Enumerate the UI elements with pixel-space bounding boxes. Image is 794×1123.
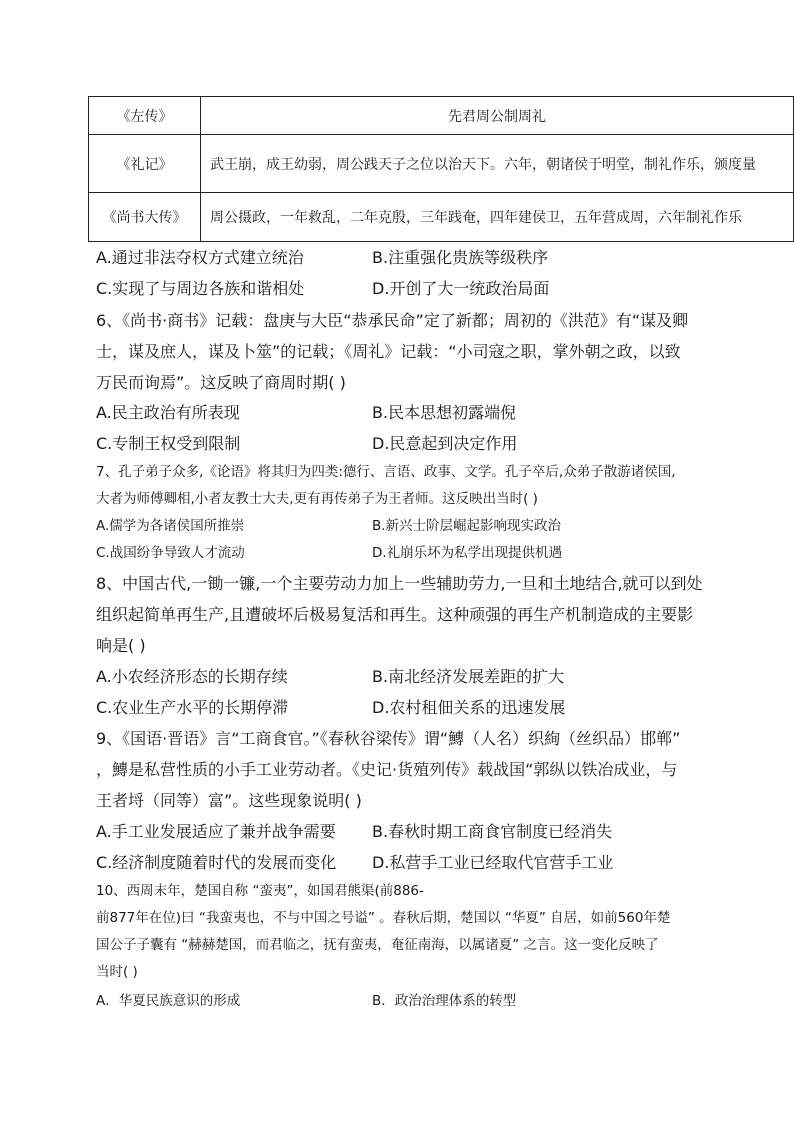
table-row <box>89 135 794 193</box>
question-9-stem <box>96 723 706 816</box>
stem-line: 当时( ) <box>96 964 138 980</box>
stem-line: 王者埒（同等）富”。这些现象说明( ) <box>96 791 362 810</box>
q10-option-b[interactable]: B．政治治理体系的转型 <box>372 993 517 1009</box>
q5-option-d[interactable]: D.开创了大一统政治局面 <box>372 279 550 298</box>
quote-cell: 武王崩，成王幼弱，周公践天子之位以治天下。六年，朝诸侯于明堂，制礼作乐，颁度量 <box>201 135 794 193</box>
q5-options-row-2 <box>96 273 706 304</box>
q6-option-a[interactable]: A.民主政治有所表现 <box>96 403 240 422</box>
q10-option-a[interactable]: A．华夏民族意识的形成 <box>96 993 241 1009</box>
stem-line: 前877年在位)曰 “我蛮夷也，不与中国之号谥” 。春秋后期，楚国以 “华夏” 自居，如前560年楚 <box>96 910 671 926</box>
q5-option-b[interactable]: B.注重强化贵族等级秩序 <box>372 248 549 267</box>
q6-options-row-2 <box>96 428 706 459</box>
q8-options-row-2 <box>96 692 706 723</box>
q9-option-a[interactable]: A.手工业发展适应了兼并战争需要 <box>96 822 336 841</box>
q5-option-a[interactable]: A.通过非法夺权方式建立统治 <box>96 248 304 267</box>
q6-option-b[interactable]: B.民本思想初露端倪 <box>372 403 517 422</box>
q9-option-c[interactable]: C.经济制度随着时代的发展而变化 <box>96 853 337 872</box>
table-row <box>89 97 794 135</box>
stem-line: ，鱄是私营性质的小手工业劳动者。《史记·货殖列传》载战国“郭纵以铁冶成业，与 <box>96 760 678 779</box>
source-table <box>88 96 794 242</box>
stem-line: 响是( ) <box>96 636 146 655</box>
q5-option-c[interactable]: C.实现了与周边各族和谐相处 <box>96 279 305 298</box>
q9-options-row-1 <box>96 816 706 847</box>
q8-option-c[interactable]: C.农业生产水平的长期停滞 <box>96 698 289 717</box>
q7-option-c[interactable]: C.战国纷争导致人才流动 <box>96 545 245 561</box>
stem-line: 10、西周末年，楚国自称 “蛮夷”，如国君熊渠(前886- <box>96 883 424 899</box>
q6-options-row-1 <box>96 397 706 428</box>
quote-cell: 先君周公制周礼 <box>201 97 794 135</box>
source-cell: 《尚书大传》 <box>89 193 201 242</box>
question-6-stem <box>96 305 706 398</box>
source-cell: 《礼记》 <box>89 135 201 193</box>
stem-line: 7、孔子弟子众多,《论语》将其归为四类:德行、言语、政事、文学。孔子卒后,众弟子散游诸侯国, <box>96 464 676 480</box>
question-10-stem <box>96 878 706 986</box>
table-row <box>89 193 794 242</box>
q7-option-d[interactable]: D.礼崩乐坏为私学出现提供机遇 <box>372 545 563 561</box>
q7-options-row-2 <box>96 540 706 567</box>
q6-option-d[interactable]: D.民意起到决定作用 <box>372 434 518 453</box>
quote-cell: 周公摄政，一年救乱，二年克殷，三年践奄，四年建侯卫，五年营成周，六年制礼作乐 <box>201 193 794 242</box>
stem-line: 大者为师傅卿相,小者友教士大夫,更有再传弟子为王者师。这反映出当时( ) <box>96 491 538 507</box>
q8-options-row-1 <box>96 661 706 692</box>
stem-line: 组织起简单再生产,且遭破坏后极易复活和再生。这种顽强的再生产机制造成的主要影 <box>96 605 694 624</box>
question-7-stem <box>96 459 706 513</box>
q7-option-a[interactable]: A.儒学为各诸侯国所推崇 <box>96 518 245 534</box>
q7-options-row-1 <box>96 513 706 540</box>
q6-option-c[interactable]: C.专制王权受到限制 <box>96 434 241 453</box>
stem-line: 万民而询焉”。这反映了商周时期( ) <box>96 373 346 392</box>
q5-options-row-1 <box>96 242 706 273</box>
source-cell: 《左传》 <box>89 97 201 135</box>
stem-line: 士，谋及庶人，谋及卜筮”的记载；《周礼》记载：“小司寇之职，掌外朝之政，以致 <box>96 342 681 361</box>
stem-line: 6、《尚书·商书》记载：盘庚与大臣“恭承民命”定了新都；周初的《洪范》有“谋及卿 <box>96 311 689 330</box>
q8-option-b[interactable]: B.南北经济发展差距的扩大 <box>372 667 565 686</box>
stem-line: 国公子子囊有 “赫赫楚国，而君临之，抚有蛮夷，奄征南海，以属诸夏” 之言。这一变化反映了 <box>96 937 659 953</box>
q8-option-d[interactable]: D.农村租佃关系的迅速发展 <box>372 698 566 717</box>
q9-option-b[interactable]: B.春秋时期工商食官制度已经消失 <box>372 822 613 841</box>
q8-option-a[interactable]: A.小农经济形态的长期存续 <box>96 667 288 686</box>
stem-line: 8、中国古代,一锄一镰,一个主要劳动力加上一些辅助劳力,一旦和土地结合,就可以到处 <box>96 574 703 593</box>
q7-option-b[interactable]: B.新兴士阶层崛起影响现实政治 <box>372 518 562 534</box>
question-8-stem <box>96 568 706 661</box>
stem-line: 9、《国语·晋语》言“工商食官。”《春秋谷梁传》谓“鱄（人名）织絢（丝织品）邯郸” <box>96 729 681 748</box>
q10-options-row-1 <box>96 988 706 1015</box>
q9-options-row-2 <box>96 847 706 878</box>
q9-option-d[interactable]: D.私营手工业已经取代官营手工业 <box>372 853 614 872</box>
